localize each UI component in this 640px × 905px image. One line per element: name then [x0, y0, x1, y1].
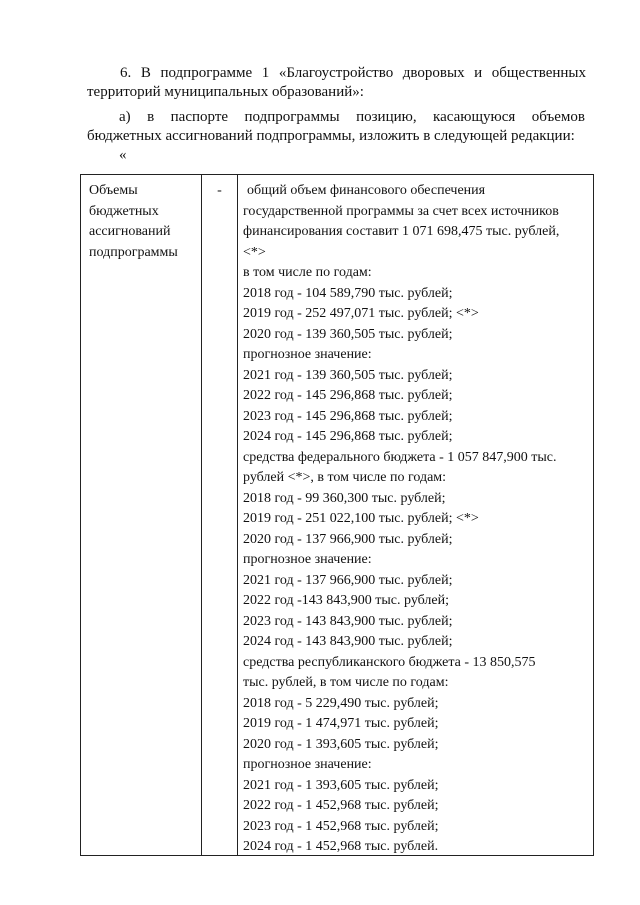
funding-line: 2020 год - 137 966,900 тыс. рублей; — [243, 531, 453, 547]
paragraph-6-heading-continuation: территорий муниципальных образований»: — [87, 84, 364, 100]
funding-line: финансирования составит 1 071 698,475 тыс. рублей, — [243, 224, 560, 239]
funding-line: 2023 год - 1 452,968 тыс. рублей; — [243, 818, 439, 834]
funding-line: средства федерального бюджета - 1 057 847,900 тыс. — [243, 449, 557, 465]
dash-cell: - — [217, 183, 222, 198]
paragraph-6-heading: 6. В подпрограмме 1 «Благоустройство дворовых и общественных — [120, 65, 586, 81]
funding-line: 2024 год - 143 843,900 тыс. рублей; — [243, 634, 453, 649]
funding-line: тыс. рублей, в том числе по годам: — [243, 675, 449, 690]
funding-line: 2021 год - 139 360,505 тыс. рублей; — [243, 367, 453, 383]
column-divider-1 — [201, 175, 202, 855]
funding-line: общий объем финансового обеспечения — [247, 183, 486, 198]
subparagraph-a-text: а) в паспорте подпрограммы позицию, касающуюся объемов — [119, 109, 585, 125]
funding-line: 2019 год - 251 022,100 тыс. рублей; <*> — [243, 511, 479, 526]
funding-line: в том числе по годам: — [243, 265, 372, 280]
funding-line: средства республиканского бюджета - 13 850,575 — [243, 654, 536, 670]
funding-line: 2024 год - 145 296,868 тыс. рублей; — [243, 429, 453, 444]
subparagraph-a-text-continuation: бюджетных ассигнований подпрограммы, изложить в следующей редакции: — [87, 128, 575, 144]
funding-line: 2021 год - 137 966,900 тыс. рублей; — [243, 572, 453, 588]
label-line: Объемы — [89, 183, 138, 198]
funding-line: 2019 год - 252 497,071 тыс. рублей; <*> — [243, 306, 479, 321]
funding-line: 2023 год - 145 296,868 тыс. рублей; — [243, 408, 453, 424]
funding-line: 2023 год - 143 843,900 тыс. рублей; — [243, 613, 453, 629]
label-cell — [89, 181, 199, 263]
funding-line: государственной программы за счет всех источников — [243, 203, 559, 219]
value-cell — [243, 181, 591, 858]
passport-table — [80, 174, 594, 856]
funding-line: прогнозное значение: — [243, 757, 372, 772]
opening-quote-mark: « — [119, 147, 127, 163]
funding-line: 2020 год - 139 360,505 тыс. рублей; — [243, 326, 453, 342]
funding-line: 2022 год - 145 296,868 тыс. рублей; — [243, 388, 453, 403]
label-line: подпрограммы — [89, 244, 178, 260]
funding-line: 2021 год - 1 393,605 тыс. рублей; — [243, 777, 439, 793]
funding-line: 2020 год - 1 393,605 тыс. рублей; — [243, 736, 439, 752]
funding-line: 2018 год - 5 229,490 тыс. рублей; — [243, 695, 439, 711]
funding-line: прогнозное значение: — [243, 347, 372, 362]
label-line: ассигнований — [89, 224, 171, 239]
column-divider-2 — [237, 175, 238, 855]
funding-line: 2024 год - 1 452,968 тыс. рублей. — [243, 839, 439, 854]
funding-line: <*> — [243, 244, 266, 260]
funding-line: прогнозное значение: — [243, 552, 372, 567]
funding-line: 2022 год - 1 452,968 тыс. рублей; — [243, 798, 439, 813]
label-line: бюджетных — [89, 203, 159, 219]
funding-line: 2018 год - 99 360,300 тыс. рублей; — [243, 490, 446, 506]
funding-line: 2022 год -143 843,900 тыс. рублей; — [243, 593, 450, 608]
funding-line: 2019 год - 1 474,971 тыс. рублей; — [243, 716, 439, 731]
funding-line: 2018 год - 104 589,790 тыс. рублей; — [243, 285, 453, 301]
funding-line: рублей <*>, в том числе по годам: — [243, 470, 447, 485]
